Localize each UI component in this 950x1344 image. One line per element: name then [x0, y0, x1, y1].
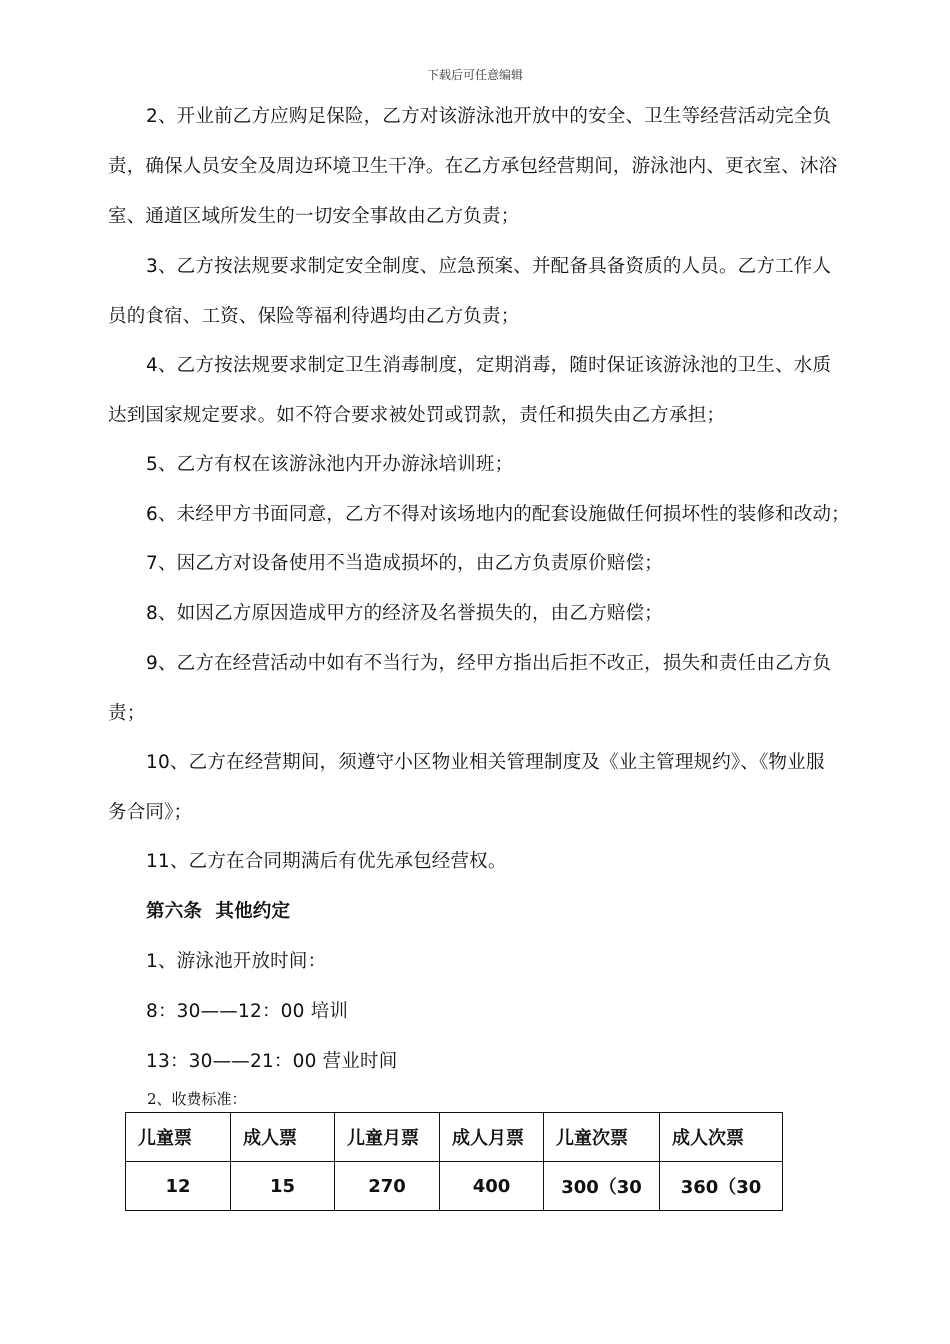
article-6-heading — [108, 887, 863, 937]
clause-6 — [108, 490, 863, 540]
schedule-business-text: 13：30——21：00 营业时间 — [146, 1051, 398, 1072]
clause-2-line-3: 室、通道区域所发生的一切安全事故由乙方负责； — [108, 206, 520, 227]
clause-3-line-2: 员的食宿、工资、保险等福利待遇均由乙方负责； — [108, 306, 520, 327]
clause-9-line-2: 责； — [108, 703, 146, 724]
clause-7-line-1: 7、因乙方对设备使用不当造成损坏的，由乙方负责原价赔偿； — [146, 553, 663, 574]
schedule-training-text: 8：30——12：00 培训 — [146, 1001, 349, 1022]
clause-9-line-1: 9、乙方在经营活动中如有不当行为，经甲方指出后拒不改正，损失和责任由乙方负 — [146, 653, 832, 674]
fee-header-adult-pass: 成人次票 — [660, 1113, 783, 1162]
fee-value-adult-ticket: 15 — [231, 1162, 335, 1211]
clause-4-line-1: 4、乙方按法规要求制定卫生消毒制度，定期消毒，随时保证该游泳池的卫生、水质 — [146, 355, 832, 376]
clause-8 — [108, 589, 863, 639]
clause-4 — [108, 341, 863, 441]
clause-4-line-2: 达到国家规定要求。如不符合要求被处罚或罚款，责任和损失由乙方承担； — [108, 405, 726, 426]
fee-value-adult-pass: 360（30 — [660, 1162, 783, 1211]
clause-9 — [108, 639, 863, 739]
fee-value-child-monthly: 270 — [335, 1162, 440, 1211]
article-6-heading-text: 第六条 其他约定 — [146, 901, 291, 922]
fee-header-child-pass: 儿童次票 — [544, 1113, 660, 1162]
fee-header-child-ticket: 儿童票 — [126, 1113, 231, 1162]
clause-5 — [108, 440, 863, 490]
clause-11-line-1: 11、乙方在合同期满后有优先承包经营权。 — [146, 851, 507, 872]
clause-2 — [108, 92, 863, 242]
page-header: 下载后可任意编辑 — [426, 68, 523, 82]
fee-standard-label: 2、收费标准： — [147, 1090, 247, 1108]
schedule-business — [108, 1037, 863, 1087]
fee-table-header-row — [126, 1113, 783, 1162]
clause-6-line-1: 6、未经甲方书面同意，乙方不得对该场地内的配套设施做任何损坏性的装修和改动； — [146, 504, 850, 525]
clause-10-line-2: 务合同》； — [108, 802, 193, 823]
fee-table-value-row — [126, 1162, 783, 1211]
fee-value-child-pass: 300（30 — [544, 1162, 660, 1211]
clause-5-line-1: 5、乙方有权在该游泳池内开办游泳培训班； — [146, 454, 514, 475]
clause-7 — [108, 539, 863, 589]
schedule-training — [108, 987, 863, 1037]
clause-8-line-1: 8、如因乙方原因造成甲方的经济及名誉损失的，由乙方赔偿； — [146, 603, 663, 624]
fee-table — [125, 1112, 783, 1211]
clause-10 — [108, 738, 863, 838]
clause-2-line-1: 2、开业前乙方应购足保险，乙方对该游泳池开放中的安全、卫生等经营活动完全负 — [146, 106, 832, 127]
fee-value-adult-monthly: 400 — [440, 1162, 544, 1211]
clause-10-line-1: 10、乙方在经营期间，须遵守小区物业相关管理制度及《业主管理规约》、《物业服 — [146, 752, 825, 773]
clause-2-line-2: 责，确保人员安全及周边环境卫生干净。在乙方承包经营期间，游泳池内、更衣室、沐浴 — [108, 156, 838, 177]
opening-hours-label-text: 1、游泳池开放时间： — [146, 951, 327, 972]
clause-3-line-1: 3、乙方按法规要求制定安全制度、应急预案、并配备具备资质的人员。乙方工作人 — [146, 256, 832, 277]
opening-hours-label — [108, 937, 863, 987]
fee-header-adult-ticket: 成人票 — [231, 1113, 335, 1162]
fee-header-adult-monthly: 成人月票 — [440, 1113, 544, 1162]
clause-11 — [108, 837, 863, 887]
fee-header-child-monthly: 儿童月票 — [335, 1113, 440, 1162]
fee-value-child-ticket: 12 — [126, 1162, 231, 1211]
clause-3 — [108, 242, 863, 342]
